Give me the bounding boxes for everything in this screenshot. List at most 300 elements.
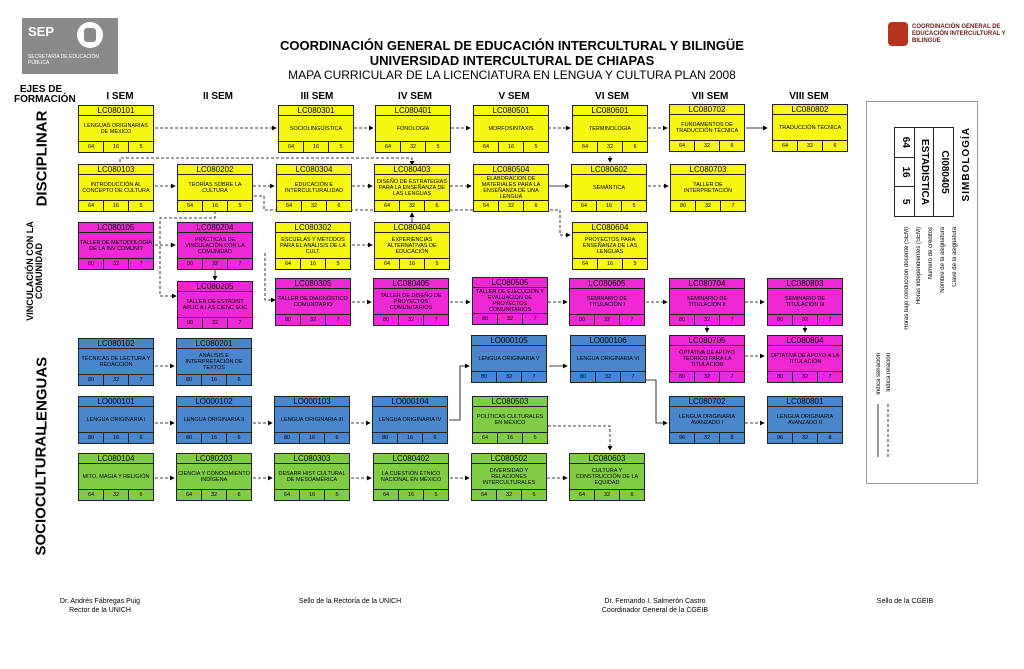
course-hours-indep: 16 xyxy=(301,259,326,269)
course-credits: 7 xyxy=(532,374,536,380)
course-name: TÉCNICAS DE LECTURA Y REDACCIÓN xyxy=(81,356,151,368)
course-hours-teacher: 80 xyxy=(670,372,695,382)
course-credits: 6 xyxy=(633,144,637,150)
course-hours-teacher: 64 xyxy=(474,201,499,211)
course-hours-indep: 32 xyxy=(695,315,720,325)
course-credits: 7 xyxy=(238,320,242,326)
course-credits: 5 xyxy=(435,261,439,267)
course-hours-teacher: 64 xyxy=(275,490,300,500)
course-credits: 5 xyxy=(632,203,636,209)
course-code: LC080101 xyxy=(79,106,153,116)
row-label-sociocultural: SOCIOCULTURAL xyxy=(32,426,50,556)
course-name: FUNDAMENTOS DE TRADUCCIÓN TÉCNICA xyxy=(675,122,739,134)
legend-key-name: Nombre de la asignatura xyxy=(940,227,946,293)
course-hours-indep: 16 xyxy=(300,433,325,443)
ejes-label: EJES DE FORMACIÓN xyxy=(14,84,76,105)
ser-lo4-lo5 xyxy=(449,366,469,420)
course-credits: 6 xyxy=(435,203,439,209)
course-credits: 6 xyxy=(335,435,339,441)
course-hours-indep: 32 xyxy=(202,490,227,500)
course-hours-teacher: 64 xyxy=(473,433,498,443)
title-map: MAPA CURRICULAR DE LA LICENCIATURA EN LENGUA Y CULTURA PLAN 2008 xyxy=(288,68,736,82)
course-credits: 6 xyxy=(139,492,143,498)
course-hours-indep: 32 xyxy=(696,201,721,211)
course-hours-indep: 32 xyxy=(596,372,621,382)
course-hours-teacher: 80 xyxy=(177,375,202,385)
course-hours-teacher: 64 xyxy=(79,142,104,152)
course-hours-indep: 16 xyxy=(304,142,329,152)
rel-103-403 xyxy=(120,158,412,165)
course-lc080803[interactable] xyxy=(767,278,843,326)
course-hours-teacher: 64 xyxy=(376,142,401,152)
legend-seriation: Indica seriación xyxy=(876,353,882,395)
course-hours-teacher: 64 xyxy=(177,490,202,500)
course-hours-teacher: 64 xyxy=(79,201,104,211)
course-lc080302[interactable] xyxy=(275,222,351,270)
course-name: TALLER DE EJECUCIÓN Y EVALUACIÓN DE PROYECTOS COMUNITARIOS xyxy=(476,289,544,313)
course-code: LO000102 xyxy=(177,397,251,407)
course-hours-teacher: 80 xyxy=(79,259,104,269)
course-code: LC080603 xyxy=(570,454,644,464)
course-hours-indep: 32 xyxy=(497,372,522,382)
course-lc080303[interactable] xyxy=(274,453,350,501)
sep-subtitle: SECRETARÍA DE EDUCACIÓN PÚBLICA xyxy=(28,54,100,66)
course-lc080402[interactable] xyxy=(373,453,449,501)
rel-503-603 xyxy=(548,426,610,450)
course-hours-teacher: 64 xyxy=(570,490,595,500)
course-name: EDUCACIÓN E INTERCULTURALIDAD xyxy=(284,182,344,194)
sep-word: SEP xyxy=(28,24,55,39)
ser-lo6-702 xyxy=(646,380,667,423)
course-lc080203[interactable] xyxy=(176,453,252,501)
signature-seal-cgeib: Sello de la CGEIB xyxy=(876,598,934,605)
course-lc080503[interactable] xyxy=(472,396,548,444)
course-lc080103[interactable] xyxy=(78,164,154,212)
course-code: LC080304 xyxy=(277,165,351,175)
course-code: LO000106 xyxy=(571,336,645,346)
course-name: MITO, MAGIA Y RELIGIÓN xyxy=(82,474,150,480)
course-code: LC080402 xyxy=(374,454,448,464)
course-code: LC080103 xyxy=(79,165,153,175)
signature-coordinator-name: Dr. Fernando I. Salmerón Castro xyxy=(604,598,706,605)
course-hours-teacher: 80 xyxy=(670,315,695,325)
course-name: OPTATIVA DE APOYO A LA TITULACIÓN xyxy=(770,353,840,365)
course-hours-teacher: 64 xyxy=(277,201,302,211)
course-hours-teacher: 80 xyxy=(570,315,595,325)
course-lc080201[interactable] xyxy=(176,338,252,386)
course-credits: 7 xyxy=(139,377,143,383)
course-lc080605[interactable] xyxy=(569,278,645,326)
course-hours-indep: 16 xyxy=(597,201,622,211)
course-code: LC080403 xyxy=(375,165,449,175)
course-lo000102[interactable] xyxy=(176,396,252,444)
course-hours-teacher: 64 xyxy=(573,259,598,269)
signature-coordinator xyxy=(580,597,730,615)
course-lc080505[interactable] xyxy=(472,277,548,325)
course-name: PRÁCTICAS DE VINCULACIÓN CON LA COMUNIDAD xyxy=(185,237,245,255)
course-hours-teacher: 80 xyxy=(276,315,301,325)
course-code: LC080503 xyxy=(473,397,547,407)
course-hours-indep: 16 xyxy=(300,490,325,500)
course-credits: 5 xyxy=(139,144,143,150)
sem-header-5: V SEM xyxy=(498,91,530,102)
course-code: LC080703 xyxy=(671,165,745,175)
course-credits: 7 xyxy=(434,317,438,323)
course-name: OPTATIVA DE APOYO TEÓRICO PARA LA TITULACIÓN xyxy=(679,350,735,368)
course-code: LC080105 xyxy=(79,223,153,233)
course-hours-indep: 32 xyxy=(793,433,818,443)
course-hours-teacher: 96 xyxy=(768,433,793,443)
course-hours-teacher: 64 xyxy=(573,142,598,152)
course-credits: 7 xyxy=(731,203,735,209)
course-hours-indep: 32 xyxy=(695,433,720,443)
course-code: LO000103 xyxy=(275,397,349,407)
title-university: UNIVERSIDAD INTERCULTURAL DE CHIAPAS xyxy=(369,53,655,68)
course-name: POLÍTICAS CULTURALES EN MÉXICO xyxy=(476,414,544,426)
legend-title: SIMBOLOGÍA xyxy=(961,127,972,202)
course-hours-teacher: 80 xyxy=(178,318,203,328)
sem-header-1: I SEM xyxy=(106,91,134,102)
row-label-vinculacion: VINCULACIÓN CON LA COMUNIDAD xyxy=(25,221,44,321)
course-code: LC080705 xyxy=(670,336,744,346)
course-name: LENGUA ORIGINARIA V xyxy=(478,356,540,362)
course-credits: 7 xyxy=(828,374,832,380)
course-lc080702-a[interactable] xyxy=(669,104,745,152)
course-hours-indep: 16 xyxy=(598,259,623,269)
course-hours-indep: 32 xyxy=(695,141,720,151)
course-lc080703[interactable] xyxy=(670,164,746,212)
course-credits: 7 xyxy=(730,374,734,380)
course-name: ESCUELAS Y MÉTODOS PARA EL ANÁLISIS DE LA CULT. xyxy=(280,237,346,255)
course-lc080802[interactable] xyxy=(772,104,848,152)
sem-header-4: IV SEM xyxy=(398,91,432,102)
course-hours-indep: 32 xyxy=(595,315,620,325)
course-credits: 6 xyxy=(237,435,241,441)
course-credits: 6 xyxy=(237,377,241,383)
course-hours-indep: 16 xyxy=(398,433,423,443)
legend-sample-code: CI080405 xyxy=(933,128,953,216)
course-credits: 6 xyxy=(532,492,536,498)
legend-key-code: Clave de la asignatura xyxy=(952,227,958,287)
legend-arrow-icons xyxy=(872,402,892,462)
legend-rotated xyxy=(866,117,976,469)
course-name: DIVERSIDAD Y RELACIONES INTERCULTURALES xyxy=(482,468,536,486)
course-credits: 6 xyxy=(237,492,241,498)
course-lc080705[interactable] xyxy=(669,335,745,383)
course-code: LC080802 xyxy=(773,105,847,115)
course-lc080404[interactable] xyxy=(374,222,450,270)
course-hours-teacher: 64 xyxy=(178,201,203,211)
course-code: LO000104 xyxy=(373,397,447,407)
course-code: LC080804 xyxy=(768,336,842,346)
course-lc080801[interactable] xyxy=(767,396,843,444)
course-hours-indep: 16 xyxy=(400,259,425,269)
course-lc080604[interactable] xyxy=(572,222,648,270)
course-hours-indep: 32 xyxy=(104,375,129,385)
signature-rector-role: Rector de la UNICH xyxy=(69,607,131,614)
course-name: LENGUA ORIGINARIA IV xyxy=(378,417,442,423)
course-code: LC080102 xyxy=(79,339,153,349)
course-code: LC080404 xyxy=(375,223,449,233)
course-lc080104[interactable] xyxy=(78,453,154,501)
course-code: LC080702 xyxy=(670,105,744,115)
course-name: SEMINARIO DE TITULACIÓN II xyxy=(686,296,728,308)
course-code: LC080601 xyxy=(573,106,647,116)
course-lc080501[interactable] xyxy=(473,105,549,153)
legend-sample-name: ESTADISTICA xyxy=(914,128,934,216)
course-lc080401[interactable] xyxy=(375,105,451,153)
row-label-lenguas: LENGUAS xyxy=(33,356,51,431)
course-hours-indep: 32 xyxy=(301,315,326,325)
course-code: LC080505 xyxy=(473,278,547,288)
course-hours-indep: 32 xyxy=(104,259,129,269)
legend-sample-h2: 16 xyxy=(895,158,914,188)
course-lc080403[interactable] xyxy=(374,164,450,212)
signature-coordinator-role: Coordinador General de la CGEIB xyxy=(601,607,709,614)
signature-rector-name: Dr. Andrés Fábregas Puig xyxy=(59,598,141,605)
course-credits: 6 xyxy=(833,143,837,149)
course-hours-teacher: 80 xyxy=(671,201,696,211)
course-credits: 5 xyxy=(336,261,340,267)
course-lc080502[interactable] xyxy=(471,453,547,501)
sem-header-2: II SEM xyxy=(202,91,233,102)
course-credits: 5 xyxy=(339,144,343,150)
course-code: LC080803 xyxy=(768,279,842,289)
course-code: LC080501 xyxy=(474,106,548,116)
course-lc080405[interactable] xyxy=(373,278,449,326)
course-hours-teacher: 80 xyxy=(177,433,202,443)
course-hours-indep: 32 xyxy=(400,201,425,211)
course-code: LC080201 xyxy=(177,339,251,349)
row-label-disciplinar: DISCIPLINAR xyxy=(33,110,51,207)
course-credits: 7 xyxy=(828,317,832,323)
course-lc080102[interactable] xyxy=(78,338,154,386)
course-name: DESARR HIST CULTURAL DE MESOAMÉRICA xyxy=(278,471,346,483)
course-name: LENGUA ORIGINARIA III xyxy=(280,417,344,423)
course-credits: 8 xyxy=(828,435,832,441)
legend-sample-h1: 64 xyxy=(895,128,914,158)
course-code: LC080302 xyxy=(276,223,350,233)
course-lc080105[interactable] xyxy=(78,222,154,270)
course-hours-indep: 32 xyxy=(798,141,823,151)
sem-header-8: VIII SEM xyxy=(789,91,829,102)
course-hours-teacher: 80 xyxy=(79,433,104,443)
cgeib-logo-text: COORDINACIÓN GENERAL DE EDUCACIÓN INTERCULTURAL Y BILINGUE xyxy=(912,24,1006,44)
course-credits: 7 xyxy=(533,316,537,322)
course-credits: 7 xyxy=(238,261,242,267)
course-hours-teacher: 64 xyxy=(773,141,798,151)
course-lc080301[interactable] xyxy=(278,105,354,153)
course-hours-indep: 16 xyxy=(104,201,129,211)
course-hours-teacher: 64 xyxy=(572,201,597,211)
course-code: LC080205 xyxy=(178,282,252,292)
course-name: TALLER DE ESTADIST APLIC A LAS CIENC SOC xyxy=(182,299,248,311)
course-lc080504[interactable] xyxy=(473,164,549,212)
course-name: TEORÍAS SOBRE LA CULTURA xyxy=(188,182,242,194)
course-name: TALLER DE DISEÑO DE PROYECTOS COMUNITARIOS xyxy=(380,293,442,311)
title-main: COORDINACIÓN GENERAL DE EDUCACIÓN INTERCULTURAL Y BILINGÜE xyxy=(280,38,744,53)
course-hours-teacher: 80 xyxy=(275,433,300,443)
course-hours-teacher: 80 xyxy=(768,372,793,382)
course-hours-indep: 16 xyxy=(399,490,424,500)
course-credits: 5 xyxy=(533,435,537,441)
course-credits: 5 xyxy=(335,492,339,498)
course-hours-teacher: 64 xyxy=(375,259,400,269)
course-code: LC080401 xyxy=(376,106,450,116)
course-code: LC080202 xyxy=(178,165,252,175)
course-hours-indep: 32 xyxy=(104,490,129,500)
course-hours-indep: 32 xyxy=(498,314,523,324)
course-hours-indep: 32 xyxy=(499,201,524,211)
course-hours-indep: 32 xyxy=(793,315,818,325)
course-code: LC080204 xyxy=(178,223,252,233)
course-hours-indep: 32 xyxy=(401,142,426,152)
course-hours-indep: 16 xyxy=(203,201,228,211)
course-hours-teacher: 64 xyxy=(276,259,301,269)
course-hours-indep: 32 xyxy=(793,372,818,382)
course-name: MORFOSINTAXIS xyxy=(488,126,534,132)
course-credits: 7 xyxy=(730,317,734,323)
course-name: LA CUESTIÓN ÉTNICO NACIONAL EN MÉXICO xyxy=(380,471,442,483)
course-code: LC080203 xyxy=(177,454,251,464)
course-hours-teacher: 80 xyxy=(178,259,203,269)
legend-panel xyxy=(866,101,978,484)
course-hours-indep: 32 xyxy=(203,259,228,269)
course-credits: 5 xyxy=(139,203,143,209)
course-credits: 5 xyxy=(238,203,242,209)
course-name: LENGUA ORIGINARIA AVANZADO I xyxy=(678,414,736,426)
course-hours-indep: 16 xyxy=(498,433,523,443)
course-hours-indep: 16 xyxy=(104,433,129,443)
course-name: LENGUAS ORIGINARIAS DE MÉXICO xyxy=(84,123,148,135)
course-lc080602[interactable] xyxy=(571,164,647,212)
course-name: PROYECTOS PARA ENSEÑANZA DE LAS LENGUAS xyxy=(582,237,638,255)
course-credits: 8 xyxy=(730,435,734,441)
course-hours-teacher: 64 xyxy=(670,141,695,151)
course-credits: 7 xyxy=(631,374,635,380)
course-code: LC080104 xyxy=(79,454,153,464)
course-hours-indep: 32 xyxy=(497,490,522,500)
course-name: EXPERIENCIAS ALTERNATIVAS DE EDUCACIÓN xyxy=(387,237,437,255)
course-code: LC080301 xyxy=(279,106,353,116)
course-name: SEMINARIO DE TITULACIÓN III xyxy=(784,296,826,308)
course-code: LC080602 xyxy=(572,165,646,175)
course-name: LENGUA ORIGINARIA II xyxy=(183,417,245,423)
course-name: LENGUA ORIGINARIA VI xyxy=(576,356,640,362)
course-credits: 7 xyxy=(630,317,634,323)
course-code: LC080604 xyxy=(573,223,647,233)
course-credits: 7 xyxy=(336,317,340,323)
course-lo000103[interactable] xyxy=(274,396,350,444)
legend-key-credits: Número de créditos xyxy=(928,227,934,280)
legend-relation: Indica relación xyxy=(886,353,892,392)
course-hours-teacher: 64 xyxy=(472,490,497,500)
course-hours-teacher: 64 xyxy=(374,490,399,500)
course-credits: 5 xyxy=(434,492,438,498)
course-lc080704[interactable] xyxy=(669,278,745,326)
course-code: LC080504 xyxy=(474,165,548,175)
legend-key-indep: Horas independientes (SEM) xyxy=(916,227,922,305)
course-code: LC080303 xyxy=(275,454,349,464)
course-hours-teacher: 64 xyxy=(279,142,304,152)
course-code: LC080704 xyxy=(670,279,744,289)
course-lo000105[interactable] xyxy=(471,335,547,383)
course-lc080804[interactable] xyxy=(767,335,843,383)
course-code: LC080801 xyxy=(768,397,842,407)
course-hours-teacher: 80 xyxy=(79,375,104,385)
course-name: ANÁLISIS E INTERPRETACIÓN DE TEXTOS xyxy=(185,353,243,371)
rel-302-305 xyxy=(265,253,275,300)
course-name: INTRODUCCIÓN AL CONCEPTO DE CULTURA xyxy=(82,182,150,194)
course-lc080702-b[interactable] xyxy=(669,396,745,444)
course-credits: 6 xyxy=(534,203,538,209)
course-name: FONOLOGÍA xyxy=(396,126,430,132)
course-lc080603[interactable] xyxy=(569,453,645,501)
course-name: CIENCIA Y CONOCIMIENTO INDÍGENA xyxy=(178,471,250,483)
course-lc080101[interactable] xyxy=(78,105,154,153)
sem-header-3: III SEM xyxy=(300,91,334,102)
course-lc080204[interactable] xyxy=(177,222,253,270)
course-lc080205[interactable] xyxy=(177,281,253,329)
course-hours-teacher: 80 xyxy=(373,433,398,443)
legend-sample-cr: 5 xyxy=(899,198,911,205)
course-hours-indep: 16 xyxy=(499,142,524,152)
course-hours-indep: 32 xyxy=(595,490,620,500)
signature-seal-unich: Sello de la Rectoría de la UNICH xyxy=(298,598,402,605)
course-lc080305[interactable] xyxy=(275,278,351,326)
course-code: LC080605 xyxy=(570,279,644,289)
course-credits: 6 xyxy=(433,435,437,441)
course-hours-teacher: 64 xyxy=(375,201,400,211)
course-name: TALLER DE METODOLOGÍA DE LA INV COMUNIT xyxy=(80,240,152,252)
course-hours-indep: 32 xyxy=(399,315,424,325)
course-code: LO000101 xyxy=(79,397,153,407)
course-credits: 5 xyxy=(534,144,538,150)
course-lc080202[interactable] xyxy=(177,164,253,212)
course-hours-indep: 32 xyxy=(203,318,228,328)
course-name: ELABORACIÓN DE MATERIALES PARA LA ENSEÑANZA DE UNA LENGUA xyxy=(481,176,541,200)
course-hours-teacher: 80 xyxy=(571,372,596,382)
course-hours-indep: 16 xyxy=(202,433,227,443)
course-name: TERMINOLOGÍA xyxy=(588,126,632,132)
course-code: LC080305 xyxy=(276,279,350,289)
course-credits: 6 xyxy=(139,435,143,441)
course-hours-teacher: 80 xyxy=(374,315,399,325)
course-hours-teacher: 96 xyxy=(670,433,695,443)
course-hours-teacher: 80 xyxy=(768,315,793,325)
legend-key-teacher: Horas bajo conducción docente (SEM) xyxy=(904,227,910,330)
course-name: LENGUA ORIGINARIA AVANZADO II xyxy=(776,414,834,426)
course-credits: 6 xyxy=(337,203,341,209)
course-credits: 6 xyxy=(730,143,734,149)
course-hours-teacher: 64 xyxy=(474,142,499,152)
course-lc080304[interactable] xyxy=(276,164,352,212)
course-hours-indep: 32 xyxy=(302,201,327,211)
course-hours-indep: 32 xyxy=(598,142,623,152)
course-lo000101[interactable] xyxy=(78,396,154,444)
course-hours-indep: 16 xyxy=(202,375,227,385)
signature-rector xyxy=(40,597,160,615)
course-lc080601[interactable] xyxy=(572,105,648,153)
course-name: LENGUA ORIGINARIA I xyxy=(86,417,146,423)
course-lo000104[interactable] xyxy=(372,396,448,444)
course-name: CULTURA Y CONSTRUCCIÓN DE LA EQUIDAD xyxy=(575,468,639,486)
course-name: TALLER DE DIAGNÓSTICO COMUNITARIO xyxy=(278,296,348,308)
course-code: LO000105 xyxy=(472,336,546,346)
course-hours-indep: 32 xyxy=(695,372,720,382)
course-lo000106[interactable] xyxy=(570,335,646,383)
course-hours-teacher: 64 xyxy=(79,490,104,500)
